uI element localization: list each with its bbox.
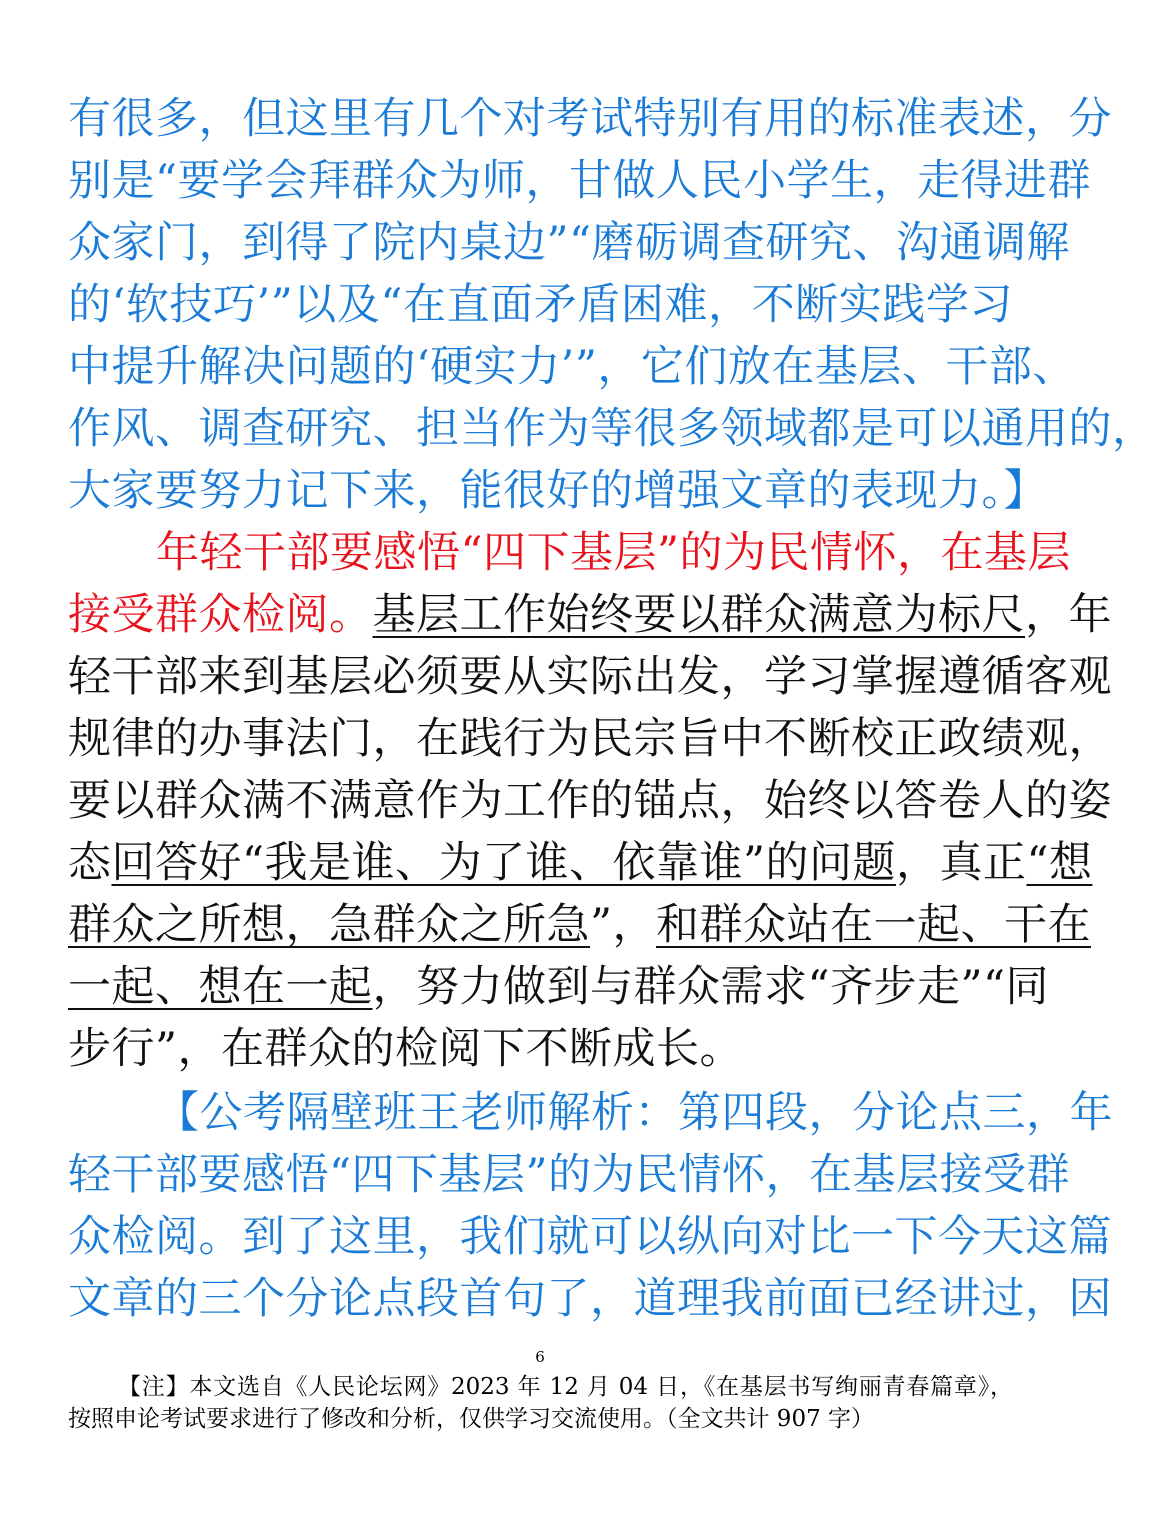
analysis-line: 的‘软技巧’”以及“在直面矛盾困难，不断实践学习: [68, 280, 1013, 330]
underlined-phrase: 一起、想在一起: [68, 962, 373, 1012]
analysis-line: 作风、调查研究、担当作为等很多领域都是可以通用的，: [68, 404, 1156, 454]
analysis-line: 有很多，但这里有几个对考试特别有用的标准表述，分: [68, 94, 1112, 144]
footnote-line: 按照申论考试要求进行了修改和分析，仅供学习交流使用。（全文共计 907 字）: [68, 1406, 875, 1432]
body-line: 规律的办事法门，在践行为民宗旨中不断校正政绩观，: [68, 714, 1112, 764]
analysis-line: 中提升解决问题的‘硬实力’”，它们放在基层、干部、: [68, 342, 1076, 392]
body-line: 轻干部来到基层必须要从实际出发，学习掌握遵循客观: [68, 652, 1112, 702]
underlined-phrase: 和群众站在一起、干在: [655, 900, 1091, 950]
footnote-line: 【注】本文选自《人民论坛网》2023 年 12 月 04 日，《在基层书写绚丽青春篇章》，: [118, 1374, 1013, 1400]
analysis-line: 文章的三个分论点段首句了，道理我前面已经讲过，因: [68, 1274, 1112, 1324]
analysis-line: 众家门，到得了院内桌边”“磨砺调查研究、沟通调解: [68, 218, 1070, 268]
body-line: [68, 832, 1093, 894]
page-number: 6: [535, 1348, 545, 1366]
body-line: [68, 894, 1091, 956]
body-text: ，努力做到与群众需求“齐步走”“同: [372, 962, 1049, 1012]
underlined-phrase: 回答好“我是谁、为了谁、依靠谁”的问题: [111, 838, 896, 888]
underlined-phrase: 群众之所想，急群众之所急: [68, 900, 590, 950]
analysis-line: 轻干部要感悟“四下基层”的为民情怀，在基层接受群: [68, 1150, 1070, 1200]
body-line: [68, 956, 1049, 1018]
body-text: ”，: [590, 900, 656, 950]
body-line: [68, 584, 1112, 646]
analysis-line: 众检阅。到了这里，我们就可以纵向对比一下今天这篇: [68, 1212, 1112, 1262]
body-text: 态: [68, 838, 112, 888]
analysis-line: 别是“要学会拜群众为师，甘做人民小学生，走得进群: [68, 156, 1091, 206]
body-text: ，真正: [895, 838, 1027, 888]
underlined-phrase: “想: [1026, 838, 1093, 888]
section-heading-line: 年轻干部要感悟“四下基层”的为民情怀，在基层: [156, 528, 1071, 578]
body-line: 要以群众满不满意作为工作的锚点，始终以答卷人的姿: [68, 776, 1112, 826]
analysis-line: 大家要努力记下来，能很好的增强文章的表现力。】: [68, 466, 1047, 516]
section-heading-end: 接受群众检阅。: [68, 590, 373, 640]
underlined-phrase: 基层工作始终要以群众满意为标尺: [372, 590, 1025, 640]
analysis-line: 【公考隔壁班王老师解析：第四段，分论点三，年: [156, 1088, 1113, 1138]
body-line: 步行”，在群众的检阅下不断成长。: [68, 1024, 743, 1074]
body-text: ，年: [1025, 590, 1112, 640]
